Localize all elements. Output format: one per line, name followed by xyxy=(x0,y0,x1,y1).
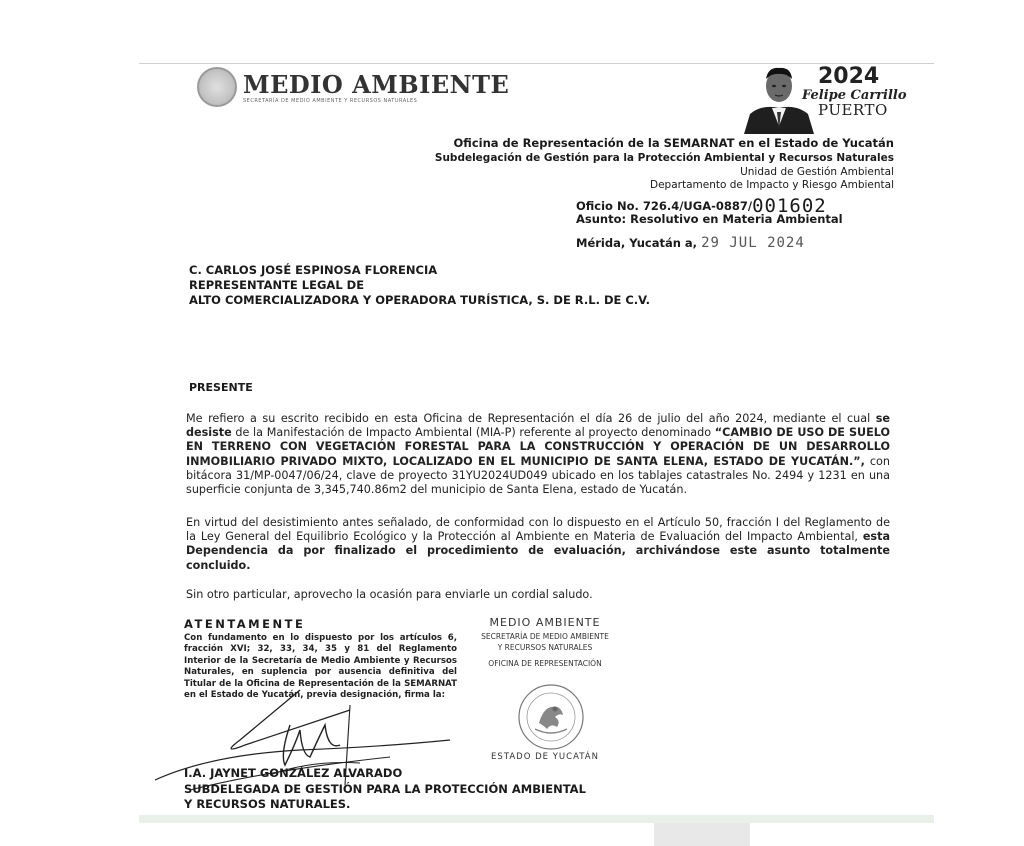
presente-heading: PRESENTE xyxy=(189,381,253,394)
p1-text-c: de la Manifestación de Impacto Ambiental (MIA-P) referente al proyecto denominado xyxy=(231,426,715,440)
page-bottom-band xyxy=(139,815,934,823)
fundamento-text: Con fundamento en lo dispuesto por los artículos 6, fracción XVI; 32, 33, 34, 35 y 81 del Reglamento Interior de la Secretaría de Medio Ambiente y Recursos Naturales, en suplencia por ausencia definitiva del Titular de la Oficina de Representación de la SEMARNAT en el Estado de Yucatán, previa designación, firma la: xyxy=(184,633,457,701)
p2-text-b: esta Dependencia da por finalizado el procedimiento de evaluación, archivándose este asunto totalmente concluido. xyxy=(186,530,890,572)
p2-text-a: En virtud del desistimiento antes señalado, de conformidad con lo dispuesto en el Artículo 50, fracción I del Reglamento de la Ley General del Equilibrio Ecológico y la Protección al Ambiente en Materia de Evaluación del Impacto Ambiental, xyxy=(186,516,890,544)
recipient-role: REPRESENTANTE LEGAL DE xyxy=(189,278,365,292)
office-line-2: Subdelegación de Gestión para la Protección Ambiental y Recursos Naturales xyxy=(434,152,894,164)
atentamente: ATENTAMENTE xyxy=(184,617,306,631)
asunto: Asunto: Resolutivo en Materia Ambiental xyxy=(576,212,843,226)
signer-role-line-2: Y RECURSOS NATURALES. xyxy=(184,797,351,811)
page-bottom-block xyxy=(654,823,750,846)
stamp-title: MEDIO AMBIENTE xyxy=(489,616,601,629)
municipal-name: Felipe Carrillo xyxy=(802,88,907,103)
place-date xyxy=(576,235,805,251)
stamp-line-4: ESTADO DE YUCATÁN xyxy=(491,752,599,762)
p1-text-b: se desiste xyxy=(186,412,890,440)
office-line-1: Oficina de Representación de la SEMARNAT en el Estado de Yucatán xyxy=(453,136,894,150)
national-seal-icon xyxy=(517,683,585,751)
oficio-number: 001602 xyxy=(752,195,827,217)
stamp-line-3: OFICINA DE REPRESENTACIÓN xyxy=(488,659,602,668)
logo-subtitle: SECRETARÍA DE MEDIO AMBIENTE Y RECURSOS NATURALES xyxy=(243,98,418,104)
body-paragraph-3: Sin otro particular, aprovecho la ocasión para enviarle un cordial saludo. xyxy=(186,588,593,601)
government-seal-icon xyxy=(197,67,237,107)
municipal-name-puerto: PUERTO xyxy=(818,101,888,119)
p1-text-e: con bitácora 31/MP-0047/06/24, clave de proyecto 31YU2024UD049 ubicado en los tablajes catastrales No. 2494 y 1231 en una superficie conjunta de 3,345,740.86m2 del municipio de Santa Elena, estado de Yucatán. xyxy=(186,454,890,497)
signer-name: I.A. JAYNET GONZÁLEZ ALVARADO xyxy=(184,766,403,780)
office-line-3: Unidad de Gestión Ambiental xyxy=(740,166,894,178)
p1-project-name: “CAMBIO DE USO DE SUELO EN TERRENO CON VEGETACIÓN FORESTAL PARA LA CONSTRUCCIÓN Y OPERACIÓN DE UN DESARROLLO INMOBILIARIO PRIVADO MIXTO, LOCALIZADO EN EL MUNICIPIO DE SANTA ELENA, ESTADO DE YUCATÁN.”, xyxy=(186,426,890,468)
signer-role-line-1: SUBDELEGADA DE GESTIÓN PARA LA PROTECCIÓN AMBIENTAL xyxy=(184,782,586,796)
oficio-label: Oficio No. 726.4/UGA-0887/ xyxy=(576,199,753,213)
body-paragraph-1 xyxy=(186,412,890,497)
body-paragraph-2 xyxy=(186,516,890,573)
date-stamp: 29 JUL 2024 xyxy=(701,235,805,251)
place: Mérida, Yucatán a, xyxy=(576,236,698,250)
recipient-company: ALTO COMERCIALIZADORA Y OPERADORA TURÍSTICA, S. DE R.L. DE C.V. xyxy=(189,293,650,307)
p1-text-a: Me refiero a su escrito recibido en esta Oficina de Representación el día 26 de julio del año 2024, mediante el cual xyxy=(186,412,876,425)
logo-title: MEDIO AMBIENTE xyxy=(243,70,510,99)
stamp-line-1: SECRETARÍA DE MEDIO AMBIENTE xyxy=(481,632,609,641)
stamp-line-2: Y RECURSOS NATURALES xyxy=(497,643,593,652)
office-line-4: Departamento de Impacto y Riesgo Ambiental xyxy=(650,179,894,191)
municipal-year: 2024 xyxy=(818,64,880,89)
recipient-name: C. CARLOS JOSÉ ESPINOSA FLORENCIA xyxy=(189,263,438,277)
